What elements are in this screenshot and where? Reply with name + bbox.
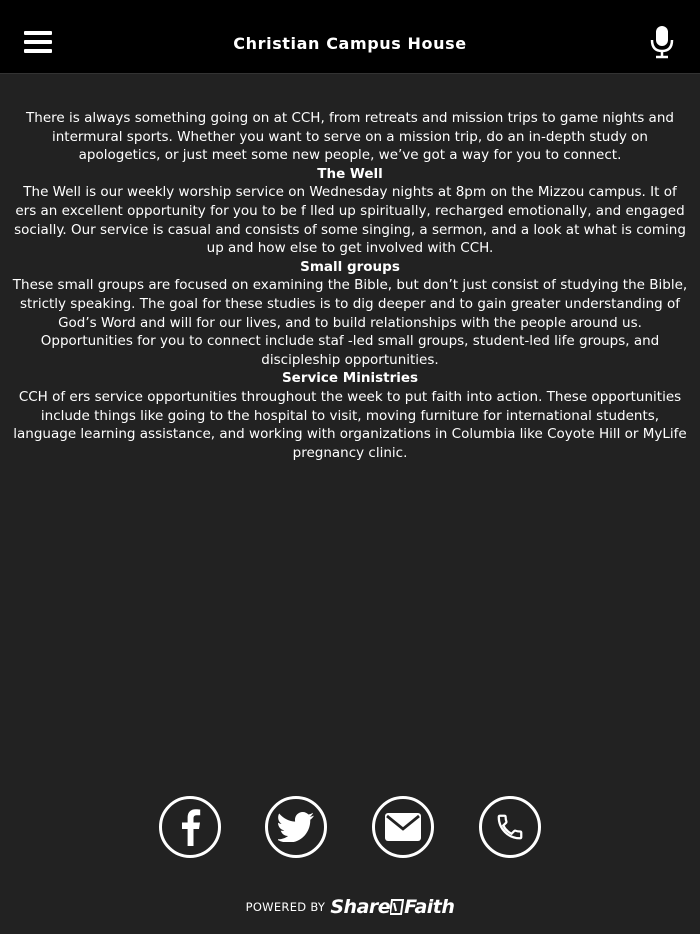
facebook-icon[interactable] [159, 796, 221, 858]
section-body-the-well: The Well is our weekly worship service on Wednesday nights at 8pm on the Mizzou campus. It of ers an excellent opportunity for you to be f lled up spiritually, recharged emotionally, and engaged socially. Our service is casual and consists of some singing, a sermon, and a look at what is coming up and how else to get involved with CCH. [14, 184, 686, 257]
main-content [12, 109, 688, 462]
powered-by-label: POWERED BY [245, 900, 326, 914]
sharefaith-logo[interactable] [330, 896, 454, 918]
app-header [0, 0, 700, 74]
section-body-service-ministries: CCH of ers service opportunities throughout the week to put faith into action. These opportunities include things like going to the hospital to visit, moving furniture for international students, language learning assistance, and working with organizations in Columbia like Coyote Hill or MyLife pregnancy clinic. [13, 388, 687, 461]
intro-paragraph: There is always something going on at CCH, from retreats and mission trips to game nights and intermural sports. Whether you want to serve on a mission trip, do an in-depth study on apologetics, or just meet some new people, we’ve got a way for you to connect. [26, 110, 674, 164]
social-links [0, 796, 700, 862]
brand-part-2: Faith [404, 896, 455, 918]
sharefaith-mark-icon [390, 899, 404, 915]
page-title: Christian Campus House [233, 34, 467, 53]
section-heading-service-ministries: Service Ministries [281, 370, 419, 387]
microphone-icon[interactable] [648, 25, 676, 59]
phone-icon[interactable] [479, 796, 541, 858]
twitter-icon[interactable] [265, 796, 327, 858]
section-heading-small-groups: Small groups [300, 258, 400, 275]
brand-part-1: Share [330, 896, 391, 918]
section-heading-the-well: The Well [317, 165, 383, 182]
powered-by-footer [0, 896, 700, 918]
email-icon[interactable] [372, 796, 434, 858]
section-body-small-groups: These small groups are focused on examining the Bible, but don’t just consist of studying the Bible, strictly speaking. The goal for these studies is to dig deeper and to gain greater understanding of God’s Word and will for our lives, and to build relationships with the people around us. Opportunities for you to connect include staf -led small groups, student-led life groups, and discipleship opportunities. [12, 277, 688, 368]
